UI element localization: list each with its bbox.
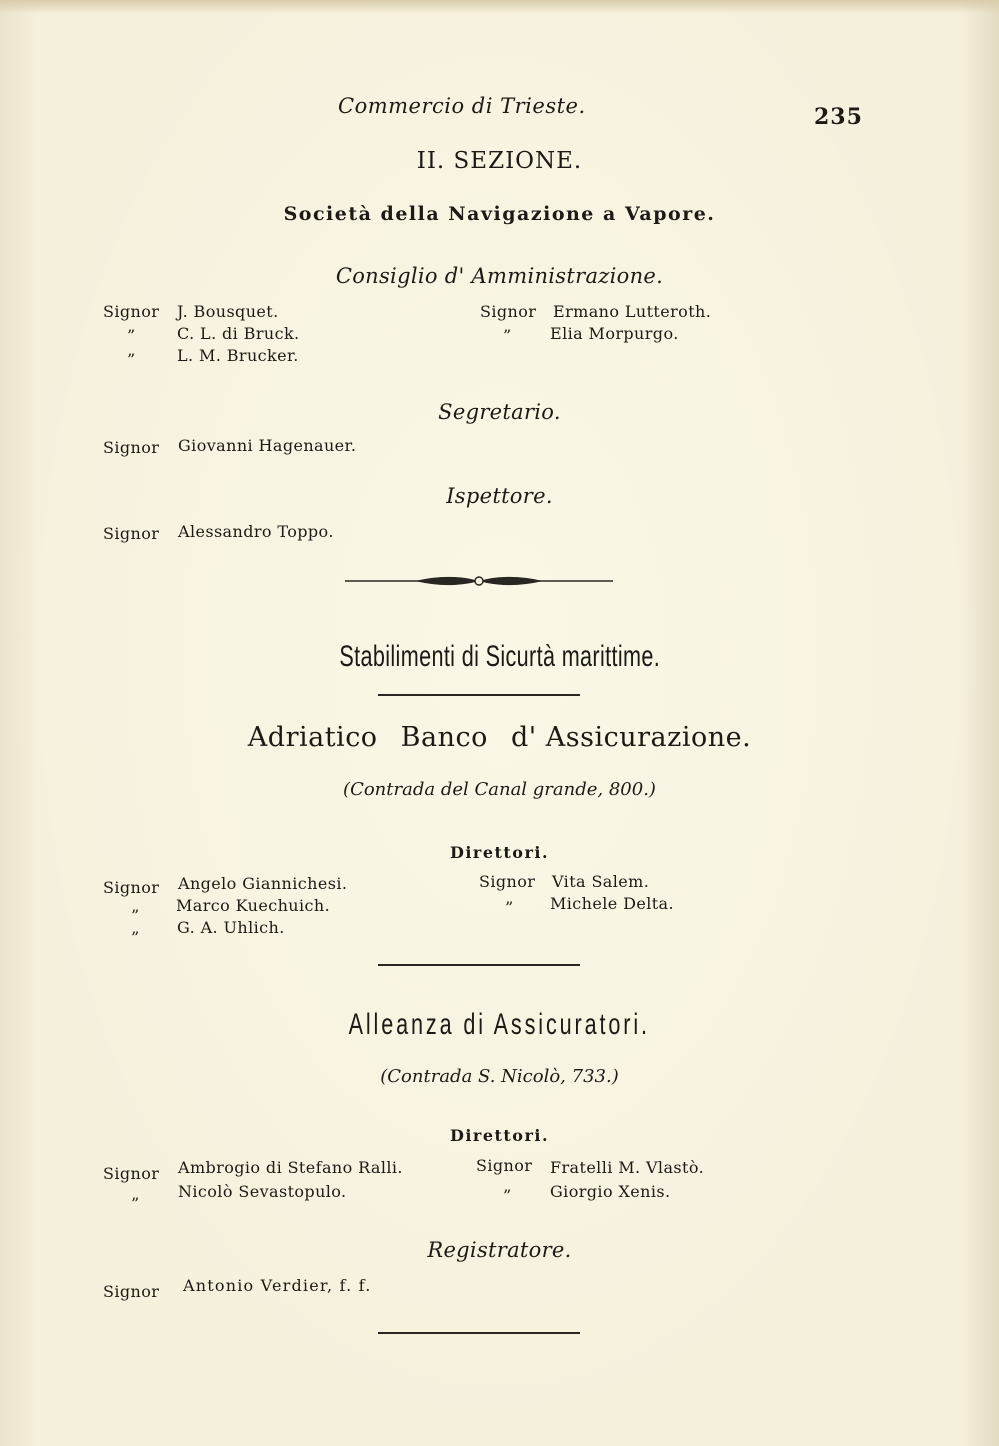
- secretary-prefix: Signor: [103, 438, 160, 457]
- divider-rule: [378, 1332, 580, 1334]
- director-prefix: ”: [131, 1194, 140, 1213]
- society-title: Società della Navigazione a Vapore.: [283, 203, 716, 225]
- board-member: Ermano Lutteroth.: [553, 302, 712, 321]
- director-name: Vita Salem.: [552, 872, 650, 891]
- inspector-name: Alessandro Toppo.: [178, 522, 334, 541]
- page-number: 235: [814, 104, 863, 130]
- director-prefix: ”: [131, 906, 140, 925]
- director-prefix: ”: [505, 898, 514, 917]
- inspector-prefix: Signor: [103, 524, 160, 543]
- company-title-part: d' Assicurazione.: [510, 722, 752, 753]
- board-member: Elia Morpurgo.: [550, 324, 679, 343]
- maritime-insurance-title-wrap: [0, 640, 999, 680]
- director-name: Marco Kuechuich.: [176, 896, 331, 915]
- director-prefix: Signor: [103, 1164, 160, 1183]
- company-address: (Contrada del Canal grande, 800.): [343, 779, 656, 800]
- directors-heading: Direttori.: [449, 1126, 550, 1145]
- secretary-name: Giovanni Hagenauer.: [178, 436, 357, 455]
- company-title-part: Banco: [400, 722, 488, 753]
- director-name: Fratelli M. Vlastò.: [550, 1158, 705, 1177]
- director-name: Ambrogio di Stefano Ralli.: [178, 1158, 403, 1177]
- registrar-heading: Registratore.: [427, 1238, 572, 1262]
- director-name: Michele Delta.: [550, 894, 674, 913]
- director-name: Angelo Giannichesi.: [178, 874, 348, 893]
- section-title: II. SEZIONE.: [416, 148, 583, 174]
- company-title: Alleanza di Assicuratori.: [348, 1008, 651, 1041]
- board-member: C. L. di Bruck.: [177, 324, 300, 343]
- directors-heading: Direttori.: [449, 843, 550, 862]
- board-member: J. Bousquet.: [177, 302, 279, 321]
- board-member: L. M. Brucker.: [177, 346, 299, 365]
- secretary-heading: Segretario.: [438, 400, 561, 424]
- alleanza-title-wrap: [0, 1008, 999, 1050]
- company-title-part: Adriatico: [247, 722, 378, 753]
- divider-rule: [378, 964, 580, 966]
- board-prefix: Signor: [103, 302, 160, 321]
- running-head: Commercio di Trieste.: [338, 94, 586, 118]
- board-heading: Consiglio d' Amministrazione.: [335, 264, 664, 288]
- company-title: [0, 722, 999, 753]
- director-prefix: Signor: [103, 878, 160, 897]
- registrar-name: Antonio Verdier, f. f.: [183, 1276, 372, 1295]
- director-name: Giorgio Xenis.: [550, 1182, 671, 1201]
- company-address: (Contrada S. Nicolò, 733.): [380, 1066, 619, 1087]
- board-prefix: ”: [503, 326, 512, 345]
- maritime-insurance-title: Stabilimenti di Sicurtà marittime.: [339, 640, 660, 673]
- director-prefix: ”: [131, 928, 140, 947]
- registrar-prefix: Signor: [103, 1282, 160, 1301]
- divider-rule: [378, 694, 580, 696]
- director-prefix: Signor: [479, 872, 536, 891]
- ornamental-divider: [345, 572, 613, 590]
- board-prefix: ”: [127, 350, 136, 369]
- board-prefix: ”: [127, 326, 136, 345]
- director-name: G. A. Uhlich.: [177, 918, 285, 937]
- director-prefix: ”: [503, 1186, 512, 1205]
- page-edge-shadow: [0, 0, 999, 14]
- inspector-heading: Ispettore.: [446, 484, 553, 508]
- board-prefix: Signor: [480, 302, 537, 321]
- director-prefix: Signor: [476, 1156, 533, 1175]
- director-name: Nicolò Sevastopulo.: [178, 1182, 347, 1201]
